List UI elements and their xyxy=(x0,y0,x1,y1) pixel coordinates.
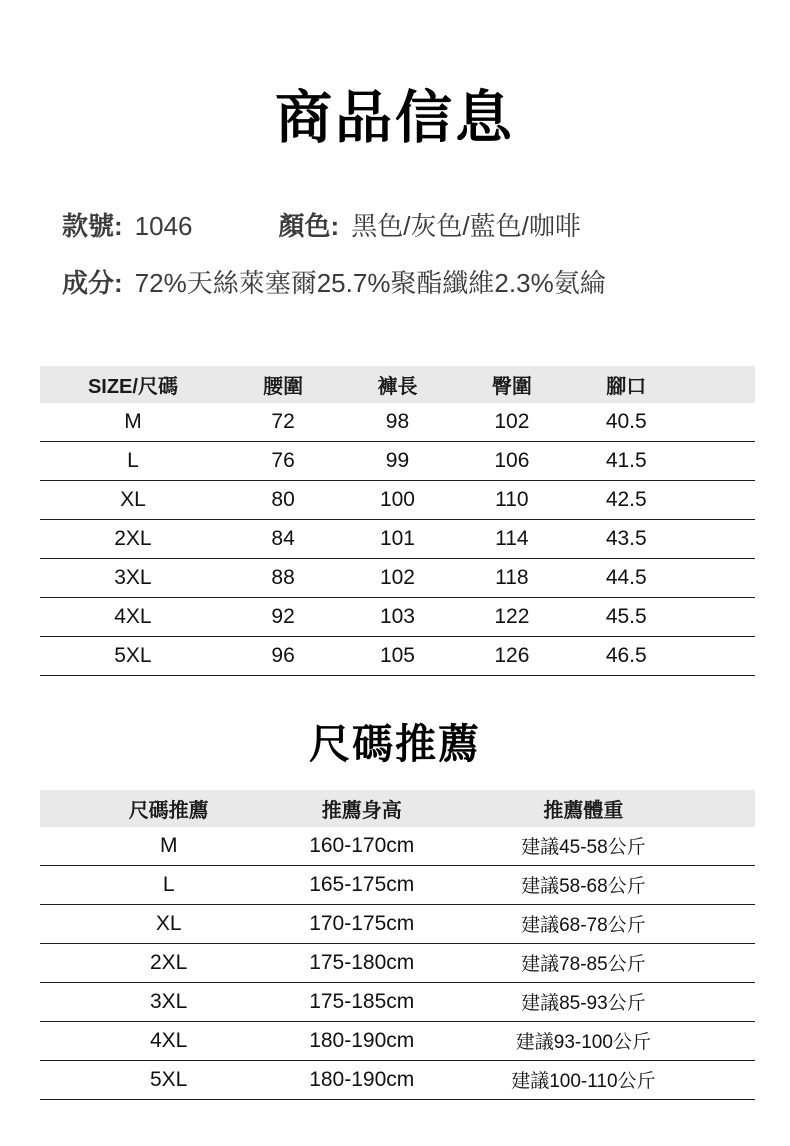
hem-cell: 45.5 xyxy=(605,605,647,629)
rec-height-cell: 165-175cm xyxy=(309,872,415,896)
waist-cell: 96 xyxy=(271,644,295,668)
recommendation-row xyxy=(40,827,755,866)
hem-cell: 40.5 xyxy=(605,410,647,434)
length-cell: 100 xyxy=(379,488,415,512)
product-info-block xyxy=(62,206,790,300)
size-cell: 5XL xyxy=(114,644,152,668)
hem-cell: 46.5 xyxy=(605,644,647,668)
hem-cell: 42.5 xyxy=(605,488,647,512)
rec-height-cell: 175-185cm xyxy=(309,989,415,1013)
color-value: 黑色/灰色/藍色/咖啡 xyxy=(351,211,581,242)
recommendation-table xyxy=(40,790,755,1100)
waist-cell: 88 xyxy=(271,566,295,590)
recommendation-row xyxy=(40,866,755,905)
size-recommendation-title: 尺碼推薦 xyxy=(309,721,481,768)
hip-cell: 126 xyxy=(494,644,530,668)
hip-cell: 106 xyxy=(494,449,530,473)
size-chart-row xyxy=(40,403,755,442)
rec-size-cell: XL xyxy=(155,911,182,935)
hip-cell: 110 xyxy=(495,488,529,512)
rec-height-cell: 160-170cm xyxy=(309,833,415,857)
length-cell: 101 xyxy=(379,527,415,551)
length-cell: 105 xyxy=(379,644,415,668)
style-color-row xyxy=(62,206,790,243)
recommendation-row xyxy=(40,905,755,944)
rec-size-cell: L xyxy=(162,872,175,896)
hem-cell: 44.5 xyxy=(605,566,647,590)
length-cell: 102 xyxy=(379,566,415,590)
composition-value: 72%天絲萊塞爾25.7%聚酯纖維2.3%氨綸 xyxy=(134,268,606,299)
size-chart-row xyxy=(40,559,755,598)
waist-cell: 92 xyxy=(271,605,295,629)
composition-row xyxy=(62,263,790,300)
size-cell: L xyxy=(127,449,139,473)
length-cell: 98 xyxy=(385,410,410,434)
waist-cell: 80 xyxy=(271,488,295,512)
hip-cell: 114 xyxy=(495,527,529,551)
recommendation-header-size: 尺碼推薦 xyxy=(128,799,209,822)
size-chart-row xyxy=(40,520,755,559)
size-chart-header-size: SIZE/尺碼 xyxy=(87,376,178,399)
recommendation-row xyxy=(40,1061,755,1100)
composition-label: 成分: xyxy=(62,268,123,299)
hip-cell: 102 xyxy=(494,410,530,434)
size-cell: 3XL xyxy=(114,566,152,590)
size-chart-header-hem: 腳口 xyxy=(606,376,647,399)
rec-weight-cell: 建議85-93公斤 xyxy=(521,993,646,1015)
recommendation-row xyxy=(40,1022,755,1061)
rec-height-cell: 180-190cm xyxy=(309,1028,415,1052)
rec-height-cell: 180-190cm xyxy=(309,1067,415,1091)
size-chart-header-waist: 腰圍 xyxy=(263,376,304,399)
size-cell: 4XL xyxy=(114,605,152,629)
length-cell: 99 xyxy=(385,449,410,473)
size-cell: 2XL xyxy=(114,527,152,551)
recommendation-header-weight: 推薦體重 xyxy=(543,799,624,822)
length-cell: 103 xyxy=(379,605,415,629)
style-number-label: 款號: xyxy=(62,211,123,242)
rec-size-cell: 2XL xyxy=(150,950,188,974)
recommendation-row xyxy=(40,944,755,983)
style-number-value: 1046 xyxy=(134,211,193,242)
waist-cell: 72 xyxy=(271,410,295,434)
color-label: 顏色: xyxy=(278,211,340,242)
rec-size-cell: M xyxy=(159,833,178,857)
size-chart-row xyxy=(40,637,755,676)
recommendation-row xyxy=(40,983,755,1022)
rec-weight-cell: 建議45-58公斤 xyxy=(521,837,646,859)
page-title: 商品信息 xyxy=(275,86,515,150)
rec-weight-cell: 建議100-110公斤 xyxy=(511,1071,656,1093)
size-chart-header-hip: 臀圍 xyxy=(491,376,532,399)
rec-height-cell: 175-180cm xyxy=(309,950,415,974)
rec-weight-cell: 建議58-68公斤 xyxy=(521,876,646,898)
hip-cell: 122 xyxy=(494,605,530,629)
size-chart-header-row xyxy=(40,366,755,403)
hip-cell: 118 xyxy=(495,566,529,590)
recommendation-header-height: 推薦身高 xyxy=(321,799,402,822)
size-chart-header-length: 褲長 xyxy=(377,376,418,399)
size-chart-row xyxy=(40,598,755,637)
hem-cell: 41.5 xyxy=(605,449,647,473)
rec-weight-cell: 建議93-100公斤 xyxy=(515,1032,651,1054)
rec-weight-cell: 建議78-85公斤 xyxy=(521,954,646,976)
recommendation-header-row xyxy=(40,790,755,827)
rec-size-cell: 3XL xyxy=(150,989,188,1013)
size-cell: XL xyxy=(120,488,146,512)
rec-size-cell: 5XL xyxy=(150,1067,188,1091)
size-chart-row xyxy=(40,442,755,481)
hem-cell: 43.5 xyxy=(605,527,647,551)
rec-weight-cell: 建議68-78公斤 xyxy=(521,915,646,937)
size-cell: M xyxy=(124,410,142,434)
rec-size-cell: 4XL xyxy=(150,1028,188,1052)
waist-cell: 76 xyxy=(271,449,295,473)
rec-height-cell: 170-175cm xyxy=(309,911,415,935)
waist-cell: 84 xyxy=(271,527,295,551)
size-chart-table xyxy=(40,366,755,676)
size-chart-row xyxy=(40,481,755,520)
